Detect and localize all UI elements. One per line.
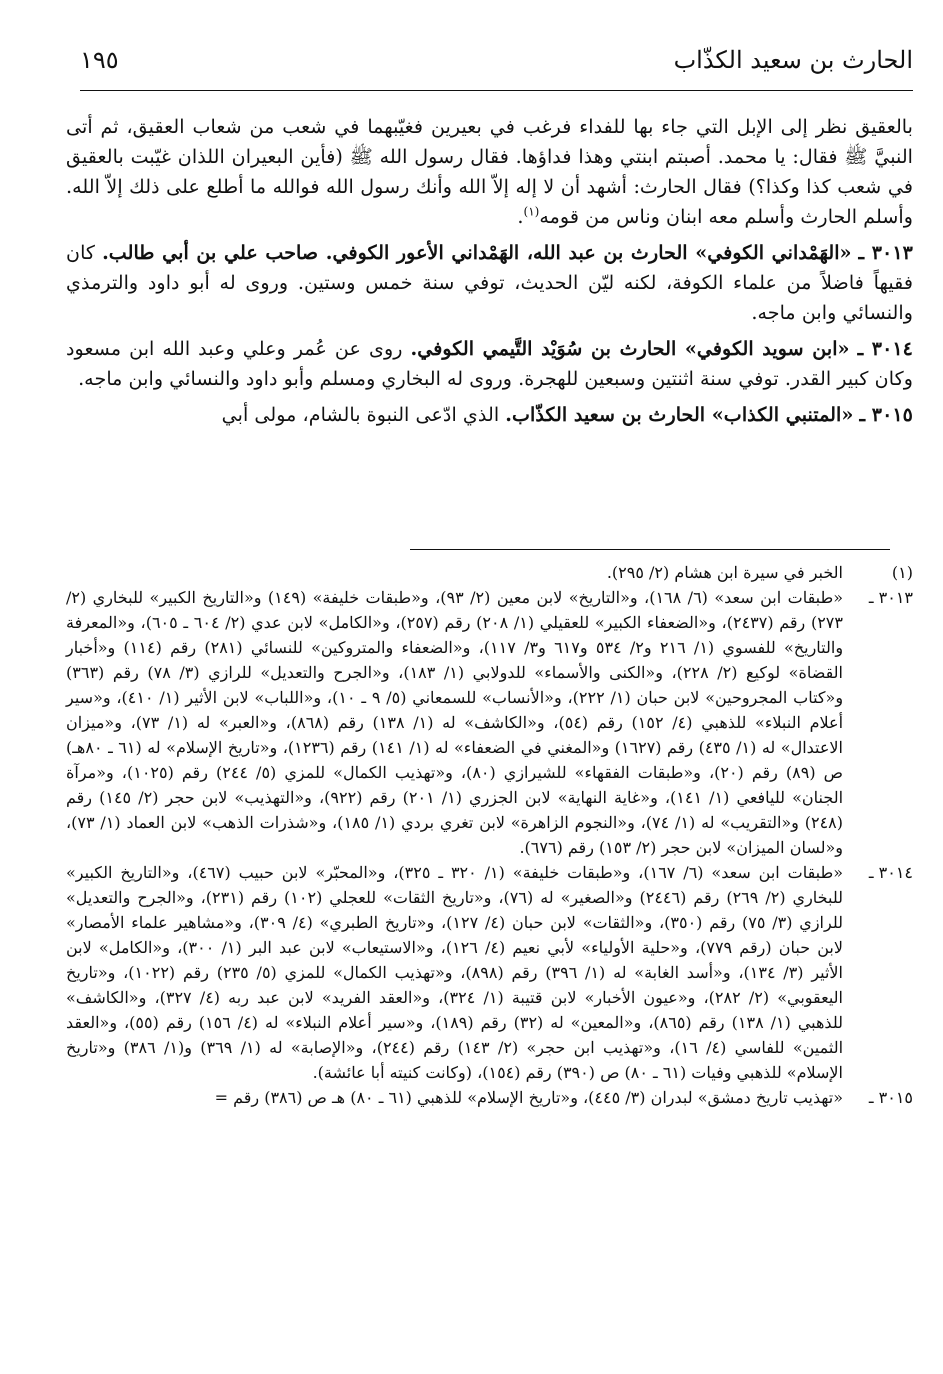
footnote-label: ٣٠١٣ ـ: [868, 588, 913, 607]
footnote-3014: [66, 860, 913, 1085]
footnote-label: (١): [891, 563, 913, 582]
entry-heading: «المتنبي الكذاب» الحارث بن سعيد الكذّاب.: [505, 403, 854, 426]
entry-heading: «الهَمْداني الكوفي» الحارث بن عبد الله، الهَمْداني الأعور الكوفي. صاحب علي بن أبي طالب.: [102, 241, 852, 264]
footnote-3015: [66, 1085, 913, 1110]
main-text: [66, 112, 913, 436]
entry-number: ٣٠١٤ ـ: [857, 337, 913, 360]
entry-number: ٣٠١٥ ـ: [859, 403, 913, 426]
entry-3013: [66, 238, 913, 328]
footnote-reference: (١): [523, 204, 540, 219]
entry-text: روى عن عُمر وعلي وعبد الله ابن مسعود وكان كبير القدر. توفي سنة اثنتين وسبعين للهجرة. وروى له البخاري ومسلم وأبو داود والنسائي وابن ماجه.: [66, 337, 913, 390]
intro-text: بالعقيق نظر إلى الإبل التي جاء بها للفداء فرغب في بعيرين فغيّبهما في شعب من شعاب العقيق، ثم أتى النبيَّ ﷺ فقال: يا محمد. أصبتم ابنتي وهذا فداؤها. فقال رسول الله ﷺ (فأين البعيران اللذان غيّبت بالعقيق في شعب كذا وكذا؟) فقال الحارث: أشهد أن لا إله إلاّ الله وأنك رسول الله فوالله ما أطلع على ذلك إلاّ الله. وأسلم الحارث وأسلم معه ابنان وناس من قومه: [66, 115, 913, 228]
intro-end: .: [517, 205, 524, 228]
footnote-label: ٣٠١٥ ـ: [868, 1088, 913, 1107]
footnote-text: «تهذيب تاريخ دمشق» لبدران (٣/ ٤٤٥)، و«تاريخ الإسلام» للذهبي (٦١ ـ ٨٠) هـ ص (٣٨٦) رقم =: [214, 1088, 843, 1107]
footnote-text: «طبقات ابن سعد» (٦/ ١٦٨)، و«التاريخ» لابن معين (٢/ ٩٣)، و«طبقات خليفة» (١٤٩) و«التاريخ الكبير» للبخاري (٢/ ٢٧٣) رقم (٢٤٣٧)، و«الضعفاء الكبير» للعقيلي (١/ ٢٠٨) رقم (٢٥٧)، و«الكامل» لابن عدي (٢/ ٦٠٤ ـ ٦٠٥)، و«المعرفة والتاريخ» للفسوي (١/ ٢١٦ و٢/ ٥٣٤ و٦١٧ و٣/ ١١٧)، و«الضعفاء والمتروكين» للنسائي (٢٨١) رقم (١١٤) و«أخبار القضاة» لوكيع (٢/ ٢٢٨)، و«الكنى والأسماء» للدولابي (١/ ١٨٣)، و«الجرح والتعديل» للرازي (٣/ ٧٨) رقم (٣٦٣) و«كتاب المجروحين» لابن حبان (١/ ٢٢٢)، و«الأنساب» للسمعاني (٥/ ٩ ـ ١٠)، و«اللباب» لابن الأثير (١/ ٤١٠)، و«سير أعلام النبلاء» للذهبي (٤/ ١٥٢) رقم (٥٤)، و«الكاشف» له (١/ ١٣٨) رقم (٨٦٨)، و«العبر» له (١/ ٧٣)، و«ميزان الاعتدال» له (١/ ٤٣٥) رقم (١٦٢٧) و«المغني في الضعفاء» له (١/ ١٤١) رقم (١٢٣٦)، و«تاريخ الإسلام» له (٦١ ـ ٨٠هـ) ص (٨٩) رقم (٢٠)، و«طبقات الفقهاء» للشيرازي (٨٠)، و«تهذيب الكمال» للمزي (٥/ ٢٤٤) رقم (١٠٢٥)، و«مرآة الجنان» لليافعي (١/ ١٤١)، و«غاية النهاية» لابن الجزري (١/ ٢٠١) رقم (٩٢٢)، و«التهذيب» لابن حجر (٢/ ١٤٥) رقم (٢٤٨) و«التقريب» له (١/ ٧٤)، و«النجوم الزاهرة» لابن تغري بردي (١/ ١٨٥)، و«شذرات الذهب» لابن العماد (١/ ٧٣)، و«لسان الميزان» لابن حجر (٢/ ١٥٣) رقم (٦٧٦).: [66, 588, 844, 857]
page-header: [80, 40, 913, 91]
footnote-text: «طبقات ابن سعد» (٦/ ١٦٧)، و«طبقات خليفة» (١/ ٣٢٠ ـ ٣٢٥)، و«المحبّر» لابن حبيب (٤٦٧)، و«التاريخ الكبير» للبخاري (٢/ ٢٦٩) رقم (٢٤٤٦) و«الصغير» له (٧٦)، و«تاريخ الثقات» للعجلي (١٠٢) رقم (٢٣١)، و«الجرح والتعديل» للرازي (٣/ ٧٥) رقم (٣٥٠)، و«الثقات» لابن حبان (٤/ ١٢٧)، و«تاريخ الطبري» (٤/ ٣٠٩)، و«مشاهير علماء الأمصار» لابن حبان (رقم ٧٧٩)، و«حلية الأولياء» لأبي نعيم (٤/ ١٢٦)، و«الاستيعاب» لابن عبد البر (١/ ٣٠٠)، و«الكامل» لابن الأثير (٣/ ١٣٤)، و«أسد الغابة» له (١/ ٣٩٦) رقم (٨٩٨)، و«تهذيب الكمال» للمزي (٥/ ٢٣٥) رقم (١٠٢٢)، و«تاريخ اليعقوبي» (٢/ ٢٨٢)، و«عيون الأخبار» لابن قتيبة (١/ ٣٢٤)، و«العقد الفريد» لابن عبد ربه (٤/ ٣٢٧)، و«الكاشف» للذهبي (١/ ١٣٨) رقم (٨٦٥)، و«المعين» له (٣٢) رقم (١٨٩)، و«سير أعلام النبلاء» له (٤/ ١٥٦) رقم (٥٥)، و«العقد الثمين» للفاسي (٤/ ١٦)، و«تهذيب ابن حجر» (٢/ ١٤٣) رقم (٢٤٤)، و«الإصابة» له (١/ ٣٦٩) و(١/ ٣٨٦) و«تاريخ الإسلام» للذهبي وفيات (٦١ ـ ٨٠) ص (٣٩٠) رقم (١٥٤)، (وكانت كنيته أبا عائشة).: [66, 863, 844, 1082]
footnote-text: الخبر في سيرة ابن هشام (٢/ ٢٩٥).: [606, 563, 843, 582]
entry-3015: [66, 400, 913, 430]
footnote-label: ٣٠١٤ ـ: [868, 863, 913, 882]
footnote-3013: [66, 585, 913, 860]
intro-paragraph: [66, 112, 913, 232]
footnotes: [66, 560, 913, 1110]
footnote-divider: [410, 549, 890, 550]
running-title: الحارث بن سعيد الكذّاب: [673, 46, 913, 74]
entry-number: ٣٠١٣ ـ: [858, 241, 913, 264]
entry-heading: «ابن سويد الكوفي» الحارث بن سُوَيْد التَّيمي الكوفي.: [410, 337, 850, 360]
entry-text: كان فقيهاً فاضلاً من علماء الكوفة، لكنه ليّن الحديث، توفي سنة خمس وستين. وروى له أبو داود والترمذي والنسائي وابن ماجه.: [66, 241, 913, 324]
footnote-1: [66, 560, 913, 585]
entry-text: الذي ادّعى النبوة بالشام، مولى أبي: [221, 403, 506, 426]
page-number: ١٩٥: [80, 46, 119, 74]
entry-3014: [66, 334, 913, 394]
